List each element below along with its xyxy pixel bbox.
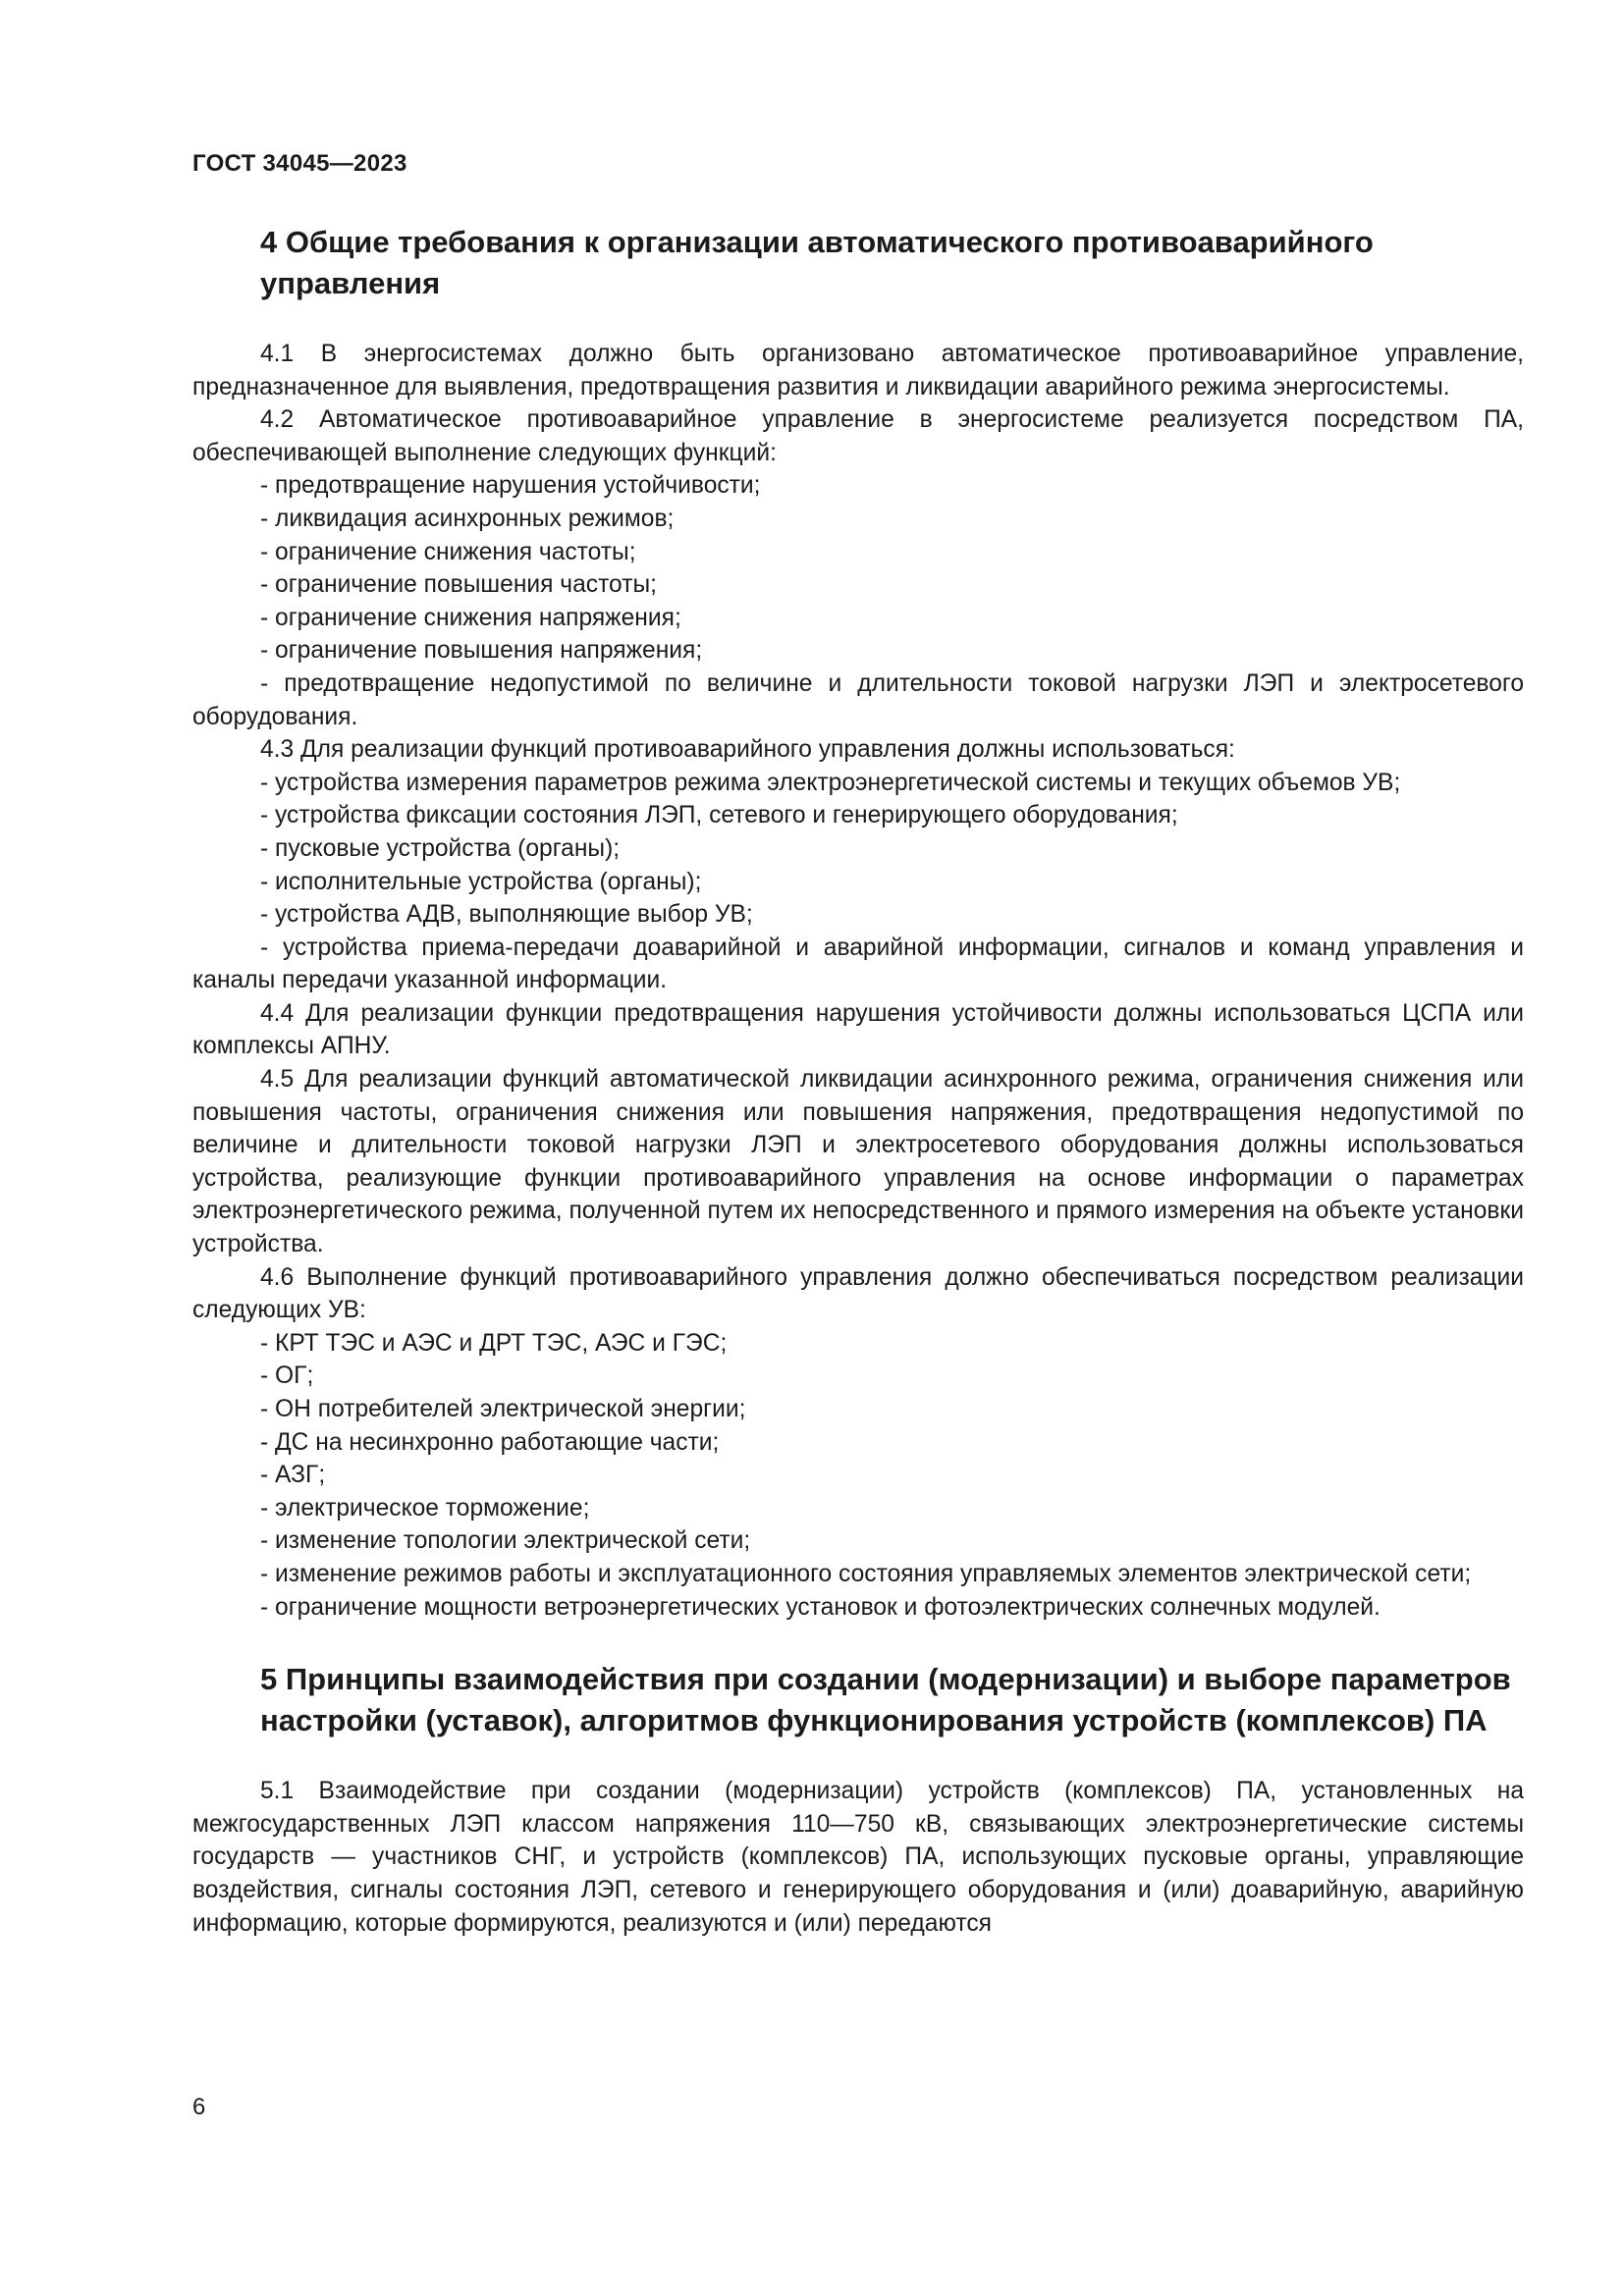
list-item: - АЗГ; bbox=[260, 1462, 326, 1489]
document-code-header: ГОСТ 34045—2023 bbox=[192, 150, 407, 177]
document-content bbox=[192, 222, 1524, 1940]
list-item: - ограничение повышения частоты; bbox=[260, 571, 657, 599]
list-item: - предотвращение недопустимой по величине и длительности токовой нагрузки ЛЭП и электросетевого оборудования. bbox=[192, 669, 1524, 730]
list-item: - ДС на несинхронно работающие части; bbox=[260, 1428, 720, 1456]
list-item: - электрическое торможение; bbox=[260, 1494, 590, 1522]
list-item: - устройства приема-передачи доаварийной и аварийной информации, сигналов и команд управления и каналы передачи указанной информации. bbox=[192, 934, 1524, 994]
paragraph-4-2: 4.2 Автоматическое противоаварийное управление в энергосистеме реализуется посредством ПА, обеспечивающей выполнение следующих функций: bbox=[192, 406, 1524, 466]
section-4-title: 4 Общие требования к организации автоматического противоаварийного управления bbox=[260, 225, 1374, 300]
list-item: - устройства АДВ, выполняющие выбор УВ; bbox=[260, 901, 753, 929]
paragraph-4-4: 4.4 Для реализации функции предотвращения нарушения устойчивости должны использоваться ЦСПА или комплексы АПНУ. bbox=[192, 999, 1524, 1060]
list-item: - изменение топологии электрической сети; bbox=[260, 1527, 751, 1555]
list-item: - исполнительные устройства (органы); bbox=[260, 868, 702, 895]
list-item: - предотвращение нарушения устойчивости; bbox=[260, 472, 761, 500]
paragraph-4-6: 4.6 Выполнение функций противоаварийного управления должно обеспечиваться посредством реализации следующих УВ: bbox=[192, 1263, 1524, 1324]
list-item: - устройства фиксации состояния ЛЭП, сетевого и генерирующего оборудования; bbox=[260, 802, 1178, 829]
list-item: - ограничение снижения напряжения; bbox=[260, 604, 681, 631]
list-item: - изменение режимов работы и эксплуатационного состояния управляемых элементов электрической сети; bbox=[260, 1560, 1472, 1587]
paragraph-4-3: 4.3 Для реализации функций противоаварийного управления должны использоваться: bbox=[260, 736, 1235, 764]
list-item: - ОН потребителей электрической энергии; bbox=[260, 1396, 746, 1422]
page-number: 6 bbox=[192, 2094, 206, 2120]
list-item: - ограничение снижения частоты; bbox=[260, 538, 636, 565]
list-item: - КРТ ТЭС и АЭС и ДРТ ТЭС, АЭС и ГЭС; bbox=[260, 1329, 728, 1357]
list-item: - ограничение повышения напряжения; bbox=[260, 637, 703, 665]
section-5-title: 5 Принципы взаимодействия при создании (модернизации) и выборе параметров настройки (уставок), алгоритмов функционирования устройств (комплексов) ПА bbox=[260, 1662, 1511, 1738]
section-5-body bbox=[192, 1775, 1524, 1940]
paragraph-4-1: 4.1 В энергосистемах должно быть организовано автоматическое противоаварийное управление, предназначенное для выявления, предотвращения развития и ликвидации аварийного режима энергосистемы. bbox=[192, 341, 1524, 400]
paragraph-5-1: 5.1 Взаимодействие при создании (модернизации) устройств (комплексов) ПА, установленных на межгосударственных ЛЭП классом напряжения 110—750 кВ, связывающих электроэнергетические системы государств — участников СНГ, и устройств (комплексов) ПА, использующих пусковые органы, управляющие воздействия, сигналы состояния ЛЭП, сетевого и генерирующего оборудования и (или) доаварийную, аварийную информацию, которые формируются, реализуются и (или) передаются bbox=[192, 1778, 1524, 1937]
list-item: - устройства измерения параметров режима электроэнергетической системы и текущих объемов УВ; bbox=[260, 769, 1401, 796]
list-item: - ликвидация асинхронных режимов; bbox=[260, 505, 675, 532]
paragraph-4-5: 4.5 Для реализации функций автоматической ликвидации асинхронного режима, ограничения снижения или повышения частоты, ограничения снижения или повышения напряжения, предотвращения недопустимой по величине и длительности токовой нагрузки ЛЭП и электросетевого оборудования должны использоваться устройства, реализующие функции противоаварийного управления на основе информации о параметрах электроэнергетического режима, полученной путем их непосредственного и прямого измерения на объекте установки устройства. bbox=[192, 1066, 1524, 1258]
list-item: - ОГ; bbox=[260, 1362, 314, 1390]
list-item: - пусковые устройства (органы); bbox=[260, 834, 621, 862]
list-item: - ограничение мощности ветроэнергетических установок и фотоэлектрических солнечных модулей. bbox=[260, 1593, 1380, 1621]
section-4-body bbox=[192, 338, 1524, 1624]
